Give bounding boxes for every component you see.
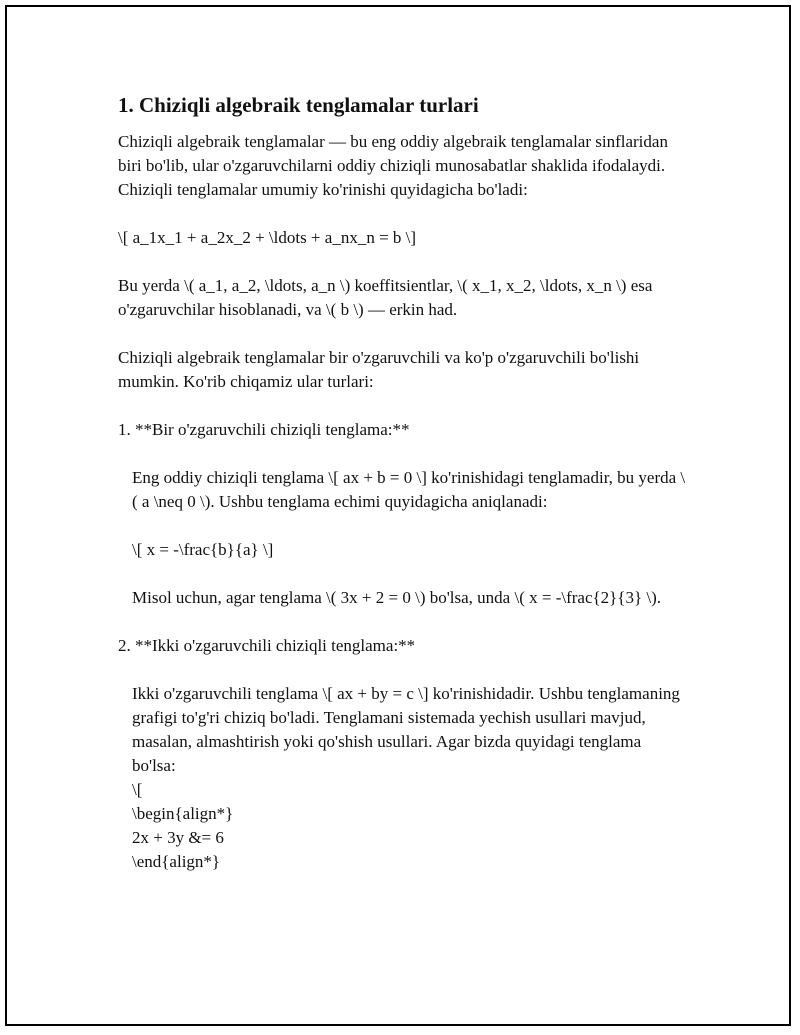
paragraph-spacer [118,250,688,274]
latex-line: 2x + 3y &= 6 [132,828,224,847]
latex-line: \begin{align*} [132,804,234,823]
paragraph-spacer [118,562,688,586]
intro-paragraph: Chiziqli algebraik tenglamalar — bu eng oddiy algebraik tenglamalar sinflaridan biri bo'lib, ular o'zgaruvchilarni oddiy chiziqli munosabatlar shaklida ifodalaydi. Chiziqli tenglamalar umumiy ko'rinishi quyidagicha bo'ladi: [118,132,673,199]
paragraph-spacer [118,514,688,538]
solution-formula: \[ x = -\frac{b}{a} \] [132,540,274,559]
list-item-one-heading: 1. **Bir o'zgaruvchili chiziqli tenglama:** [118,420,410,439]
paragraph-spacer [118,610,688,634]
latex-line: \[ [132,780,143,799]
paragraph-spacer [118,442,688,466]
example-paragraph: Misol uchun, agar tenglama \( 3x + 2 = 0 \) bo'lsa, unda \( x = -\frac{2}{3} \). [132,588,662,607]
single-variable-description: Eng oddiy chiziqli tenglama \[ ax + b = 0 \] ko'rinishidagi tenglamadir, bu yerda \( a \neq 0 \). Ushbu tenglama echimi quyidagicha aniqlanadi: [132,468,686,511]
paragraph-spacer [118,394,688,418]
paragraph-spacer [118,658,688,682]
latex-line: \end{align*} [132,852,221,871]
paragraph-spacer [118,322,688,346]
general-equation: \[ a_1x_1 + a_2x_2 + \ldots + a_nx_n = b \] [118,228,417,247]
types-intro-paragraph: Chiziqli algebraik tenglamalar bir o'zgaruvchili va ko'p o'zgaruvchili bo'lishi mumkin. Ko'rib chiqamiz ular turlari: [118,348,644,391]
paragraph-spacer [118,202,688,226]
section-title: 1. Chiziqli algebraik tenglamalar turlari [118,93,479,117]
two-variable-description: Ikki o'zgaruvchili tenglama \[ ax + by = c \] ko'rinishidadir. Ushbu tenglamaning grafigi to'g'ri chiziq bo'ladi. Tenglamani sistemada yechish usullari mavjud, masalan, almashtirish yoki qo'shish usullari. Agar bizda quyidagi tenglama bo'lsa: [132,684,685,775]
coefficients-paragraph: Bu yerda \( a_1, a_2, \ldots, a_n \) koeffitsientlar, \( x_1, x_2, \ldots, x_n \) esa o'zgaruvchilar hisoblanadi, va \( b \) — erkin had. [118,276,657,319]
list-item-two-heading: 2. **Ikki o'zgaruvchili chiziqli tenglama:** [118,636,416,655]
document-content [118,92,688,874]
